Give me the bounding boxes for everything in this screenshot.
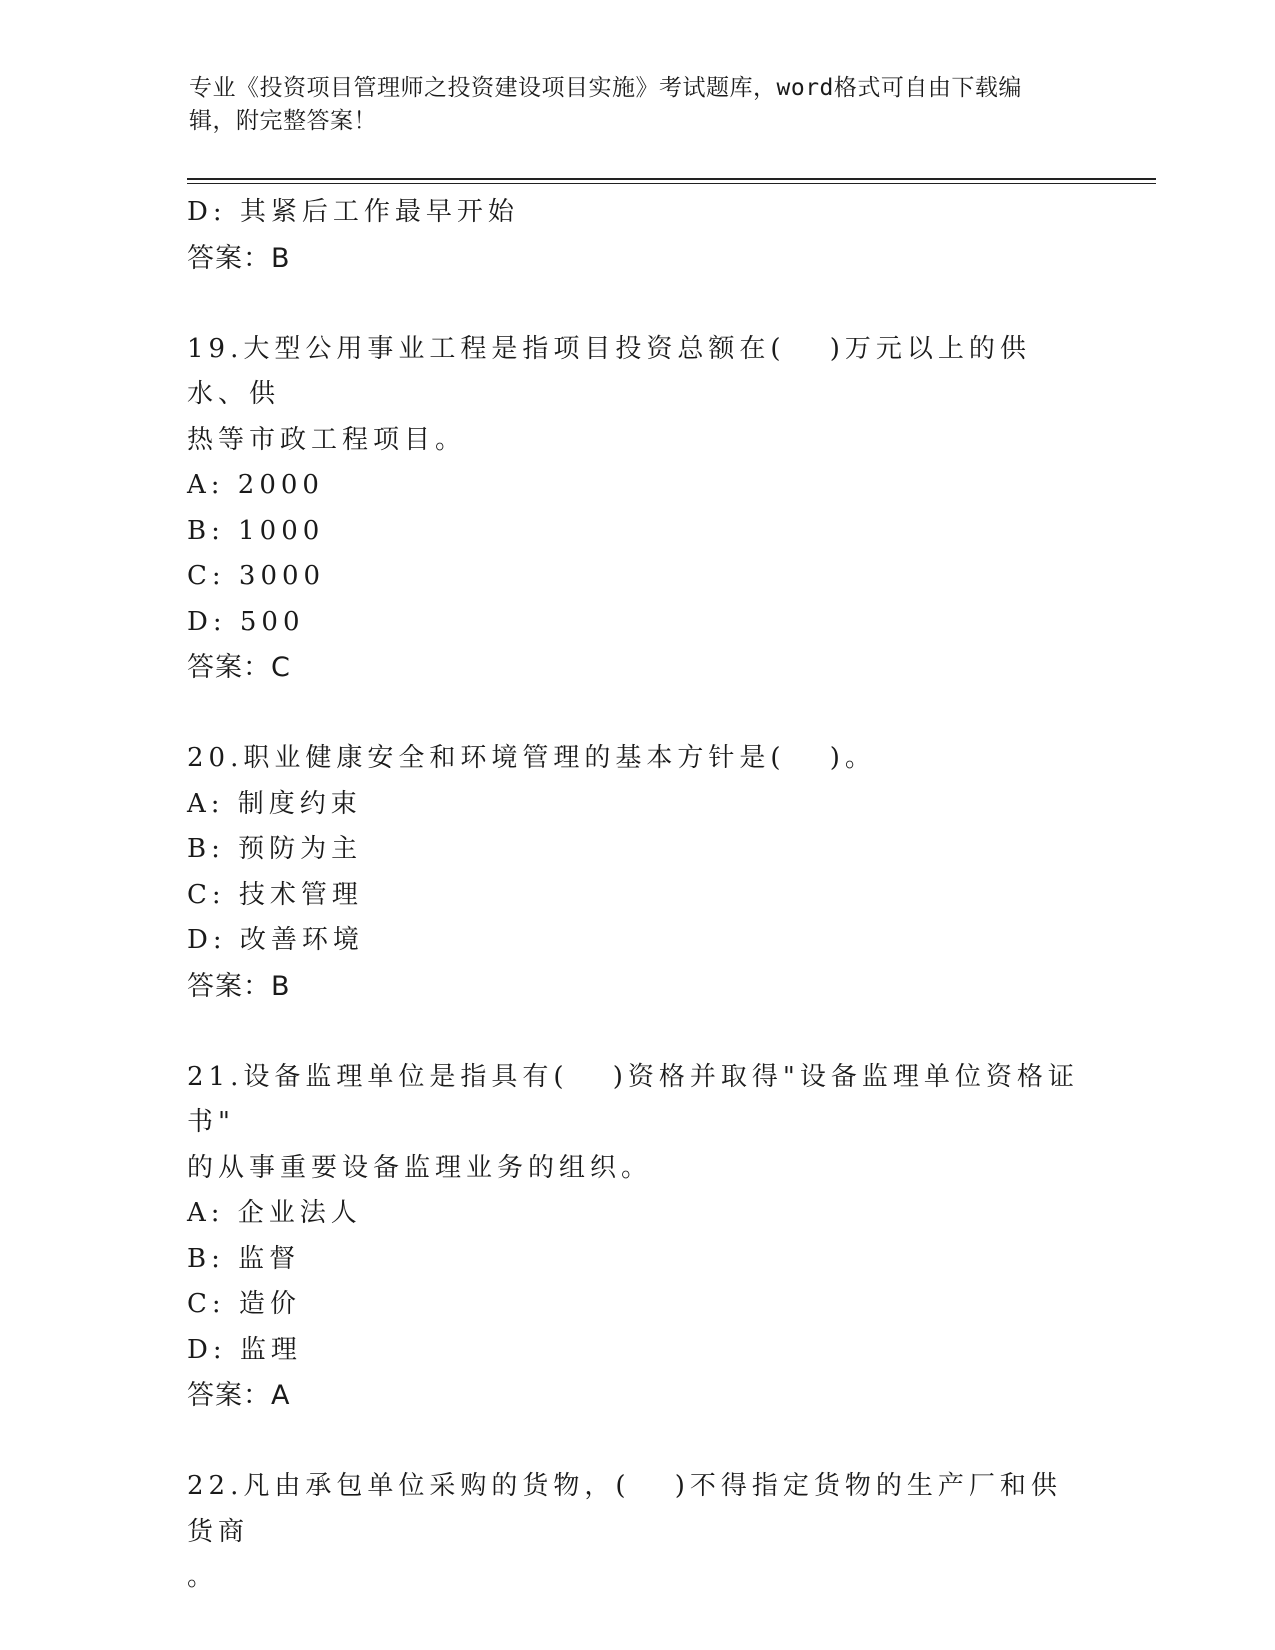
header-rule-thin — [187, 183, 1156, 184]
question-text-line-2: 。 — [187, 1562, 219, 1592]
option-d: D: 改善环境 — [187, 925, 364, 955]
option-a: A: 制度约束 — [187, 788, 362, 819]
option-c: C: 造价 — [187, 1289, 301, 1319]
question-text-line-2: 热等市政工程项目。 — [187, 424, 467, 455]
option-d: D: 监理 — [187, 1334, 302, 1365]
option-c: C: 3000 — [187, 561, 326, 591]
question-19 — [187, 327, 1087, 692]
option-d: D: 500 — [187, 606, 305, 637]
previous-question-tail — [187, 190, 1087, 282]
header-line-1: 专业《投资项目管理师之投资建设项目实施》考试题库，word格式可自由下载编 — [189, 75, 1022, 101]
option-b: B: 监督 — [187, 1243, 301, 1274]
option-d: D: 其紧后工作最早开始 — [187, 197, 519, 227]
question-22 — [187, 1464, 1087, 1601]
answer: 答案：C — [187, 652, 291, 683]
question-20 — [187, 736, 1087, 1010]
document-body — [187, 190, 1087, 1601]
question-21 — [187, 1055, 1087, 1420]
answer: 答案：B — [187, 242, 291, 274]
option-c: C: 技术管理 — [187, 879, 363, 910]
question-text-line-2: 的从事重要设备监理业务的组织。 — [187, 1152, 653, 1183]
answer: 答案：B — [187, 970, 291, 1002]
question-text-line-1: 19.大型公用事业工程是指项目投资总额在( )万元以上的供水、供 — [187, 333, 1031, 409]
answer: 答案：A — [187, 1380, 291, 1411]
question-text-line-1: 22.凡由承包单位采购的货物，( )不得指定货物的生产厂和供货商 — [187, 1471, 1062, 1547]
header-line-2: 辑，附完整答案！ — [189, 108, 377, 134]
question-text-line-1: 21.设备监理单位是指具有( )资格并取得"设备监理单位资格证书" — [187, 1061, 1079, 1137]
header-rule-thick — [187, 178, 1156, 180]
option-a: A: 2000 — [187, 470, 324, 500]
document-header — [189, 72, 1069, 138]
option-b: B: 1000 — [187, 515, 325, 546]
option-a: A: 企业法人 — [187, 1198, 362, 1228]
option-b: B: 预防为主 — [187, 834, 363, 864]
question-text-line-1: 20.职业健康安全和环境管理的基本方针是( )。 — [187, 743, 876, 773]
